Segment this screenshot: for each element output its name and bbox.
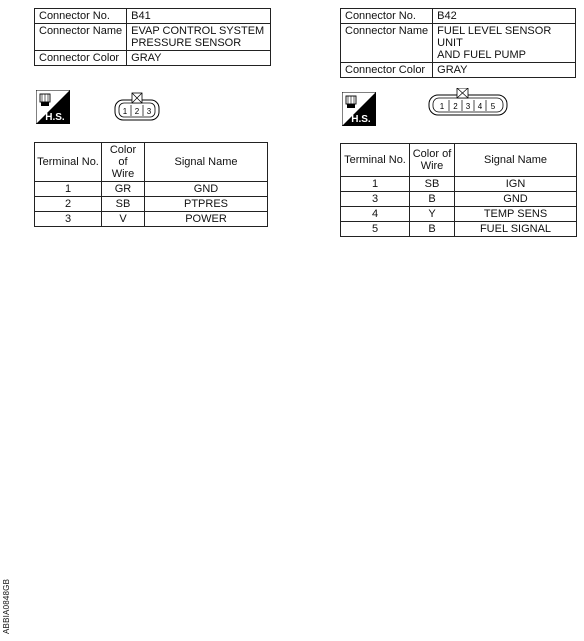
connector-no-label: Connector No. [35, 9, 127, 24]
terminal-no-cell: 3 [35, 212, 102, 227]
wire-color-header-line1: Color of [109, 144, 137, 168]
connector-no-label: Connector No. [341, 9, 433, 24]
connector-color-row [341, 63, 576, 78]
table-row [341, 222, 577, 237]
connector-color-value: GRAY [127, 51, 271, 66]
pin-label: 4 [477, 102, 483, 111]
terminal-table-b41 [34, 142, 268, 227]
signal-name-cell: TEMP SENS [455, 207, 577, 222]
connector-face-diagram-b42 [428, 88, 508, 116]
terminal-no-cell: 2 [35, 197, 102, 212]
wire-color-cell: B [410, 222, 455, 237]
terminal-no-cell: 1 [35, 182, 102, 197]
signal-name-header: Signal Name [145, 143, 268, 182]
terminal-no-cell: 5 [341, 222, 410, 237]
signal-name-cell: IGN [455, 177, 577, 192]
signal-name-cell: GND [455, 192, 577, 207]
wire-color-cell: SB [102, 197, 145, 212]
pin-label: 1 [122, 107, 128, 116]
wire-color-cell: SB [410, 177, 455, 192]
terminal-no-cell: 1 [341, 177, 410, 192]
connector-face-diagram-b41 [114, 92, 160, 122]
wire-color-cell: Y [410, 207, 455, 222]
table-row [35, 212, 268, 227]
connector-color-row [35, 51, 271, 66]
connector-info-table-b42 [340, 8, 576, 78]
terminal-no-cell: 3 [341, 192, 410, 207]
wire-color-header [410, 144, 455, 177]
connector-no-row [35, 9, 271, 24]
wire-color-header-line1: Color of [412, 148, 452, 160]
pin-label: 1 [439, 102, 445, 111]
terminal-no-header: Terminal No. [341, 144, 410, 177]
connector-plug-icon [346, 96, 356, 108]
connector-name-value [433, 24, 576, 63]
connector-name-label: Connector Name [35, 24, 127, 51]
signal-name-header: Signal Name [455, 144, 577, 177]
connector-name-row [341, 24, 576, 63]
connector-name-label: Connector Name [341, 24, 433, 63]
terminal-no-header: Terminal No. [35, 143, 102, 182]
connector-name-value [127, 24, 271, 51]
pin-label: 3 [146, 107, 152, 116]
connector-no-value: B41 [127, 9, 271, 24]
hs-label: H.S. [45, 112, 65, 123]
connector-color-label: Connector Color [35, 51, 127, 66]
connector-no-value: B42 [433, 9, 576, 24]
pin-label: 2 [453, 102, 458, 111]
signal-name-cell: PTPRES [145, 197, 268, 212]
signal-name-cell: POWER [145, 212, 268, 227]
table-row [341, 177, 577, 192]
wire-color-header-line2: Wire [111, 168, 135, 180]
connector-color-value: GRAY [433, 63, 576, 78]
pin-label: 2 [134, 107, 140, 116]
wire-color-header-line2: Wire [420, 160, 444, 172]
table-row [341, 192, 577, 207]
connector-color-label: Connector Color [341, 63, 433, 78]
harness-side-icon [36, 90, 70, 124]
terminal-header-row [341, 144, 577, 177]
figure-code-text: ABBIA0848GB [2, 578, 11, 634]
figure-code [2, 578, 14, 634]
signal-name-cell: GND [145, 182, 268, 197]
wire-color-cell: GR [102, 182, 145, 197]
connector-plug-icon [40, 94, 50, 106]
connector-name-line1: FUEL LEVEL SENSOR UNIT [437, 25, 552, 49]
connector-no-row [341, 9, 576, 24]
connector-name-row [35, 24, 271, 51]
pin-label: 3 [465, 102, 471, 111]
hs-label: H.S. [351, 114, 371, 125]
wire-color-cell: B [410, 192, 455, 207]
wire-color-header [102, 143, 145, 182]
connector-info-table-b41 [34, 8, 271, 66]
terminal-table-b42 [340, 143, 577, 237]
terminal-header-row [35, 143, 268, 182]
table-row [35, 197, 268, 212]
signal-name-cell: FUEL SIGNAL [455, 222, 577, 237]
connector-name-line2: PRESSURE SENSOR [131, 37, 242, 49]
table-row [341, 207, 577, 222]
wire-color-cell: V [102, 212, 145, 227]
table-row [35, 182, 268, 197]
connector-name-line1: EVAP CONTROL SYSTEM [131, 25, 265, 37]
harness-side-icon [342, 92, 376, 126]
terminal-no-cell: 4 [341, 207, 410, 222]
connector-name-line2: AND FUEL PUMP [437, 49, 526, 61]
pin-label: 5 [490, 102, 496, 111]
